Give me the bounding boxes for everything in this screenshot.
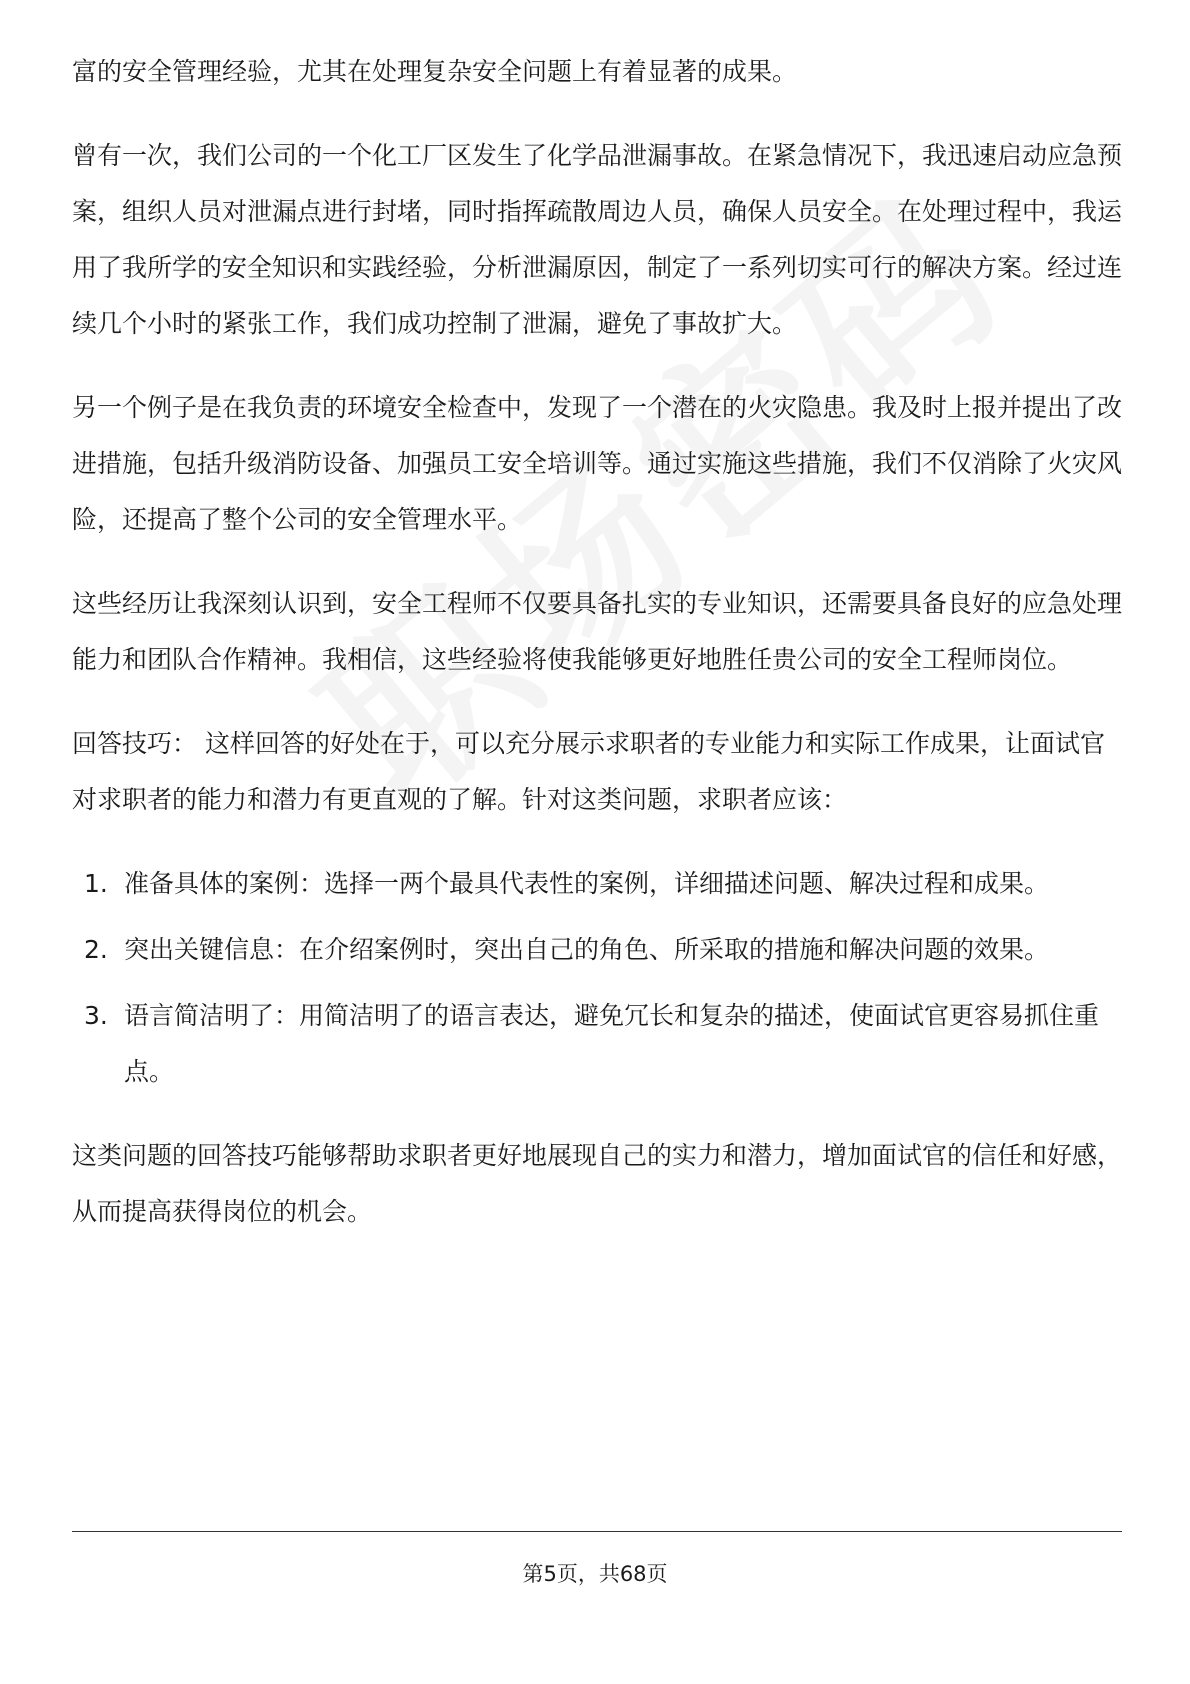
list-item [72, 988, 1122, 1100]
paragraph-fire-hazard: 另一个例子是在我负责的环境安全检查中，发现了一个潜在的火灾隐患。我及时上报并提出了改进措施，包括升级消防设备、加强员工安全培训等。通过实施这些措施，我们不仅消除了火灾风险，还提高了整个公司的安全管理水平。 [72, 393, 1123, 534]
list-item-text: 语言简洁明了：用简洁明了的语言表达，避免冗长和复杂的描述，使面试官更容易抓住重点。 [124, 1001, 1100, 1086]
paragraph-reflection: 这些经历让我深刻认识到，安全工程师不仅要具备扎实的专业知识，还需要具备良好的应急处理能力和团队合作精神。我相信，这些经验将使我能够更好地胜任贵公司的安全工程师岗位。 [72, 589, 1123, 674]
document-body [72, 44, 1122, 1268]
paragraph-chemical-leak: 曾有一次，我们公司的一个化工厂区发生了化学品泄漏事故。在紧急情况下，我迅速启动应急预案，组织人员对泄漏点进行封堵，同时指挥疏散周边人员，确保人员安全。在处理过程中，我运用了我所学的安全知识和实践经验，分析泄漏原因，制定了一系列切实可行的解决方案。经过连续几个小时的紧张工作，我们成功控制了泄漏，避免了事故扩大。 [72, 141, 1123, 338]
list-item-number: 2. [84, 935, 108, 964]
list-item-text: 准备具体的案例：选择一两个最具代表性的案例，详细描述问题、解决过程和成果。 [124, 869, 1050, 898]
page-number: 第5页，共68页 [522, 1562, 668, 1586]
list-item-number: 1. [84, 869, 108, 898]
tips-list [72, 856, 1122, 1100]
list-item-text: 突出关键信息：在介绍案例时，突出自己的角色、所采取的措施和解决问题的效果。 [124, 935, 1050, 964]
paragraph-closing: 这类问题的回答技巧能够帮助求职者更好地展现自己的实力和潜力，增加面试官的信任和好感，从而提高获得岗位的机会。 [72, 1141, 1123, 1226]
list-item [72, 856, 1122, 912]
paragraph-answer-tips: 回答技巧： 这样回答的好处在于，可以充分展示求职者的专业能力和实际工作成果，让面试官对求职者的能力和潜力有更直观的了解。针对这类问题，求职者应该： [72, 729, 1105, 814]
list-item-number: 3. [84, 1001, 108, 1030]
list-item [72, 922, 1122, 978]
paragraph-intro-continuation: 富的安全管理经验，尤其在处理复杂安全问题上有着显著的成果。 [72, 57, 798, 86]
footer-divider [72, 1531, 1122, 1532]
